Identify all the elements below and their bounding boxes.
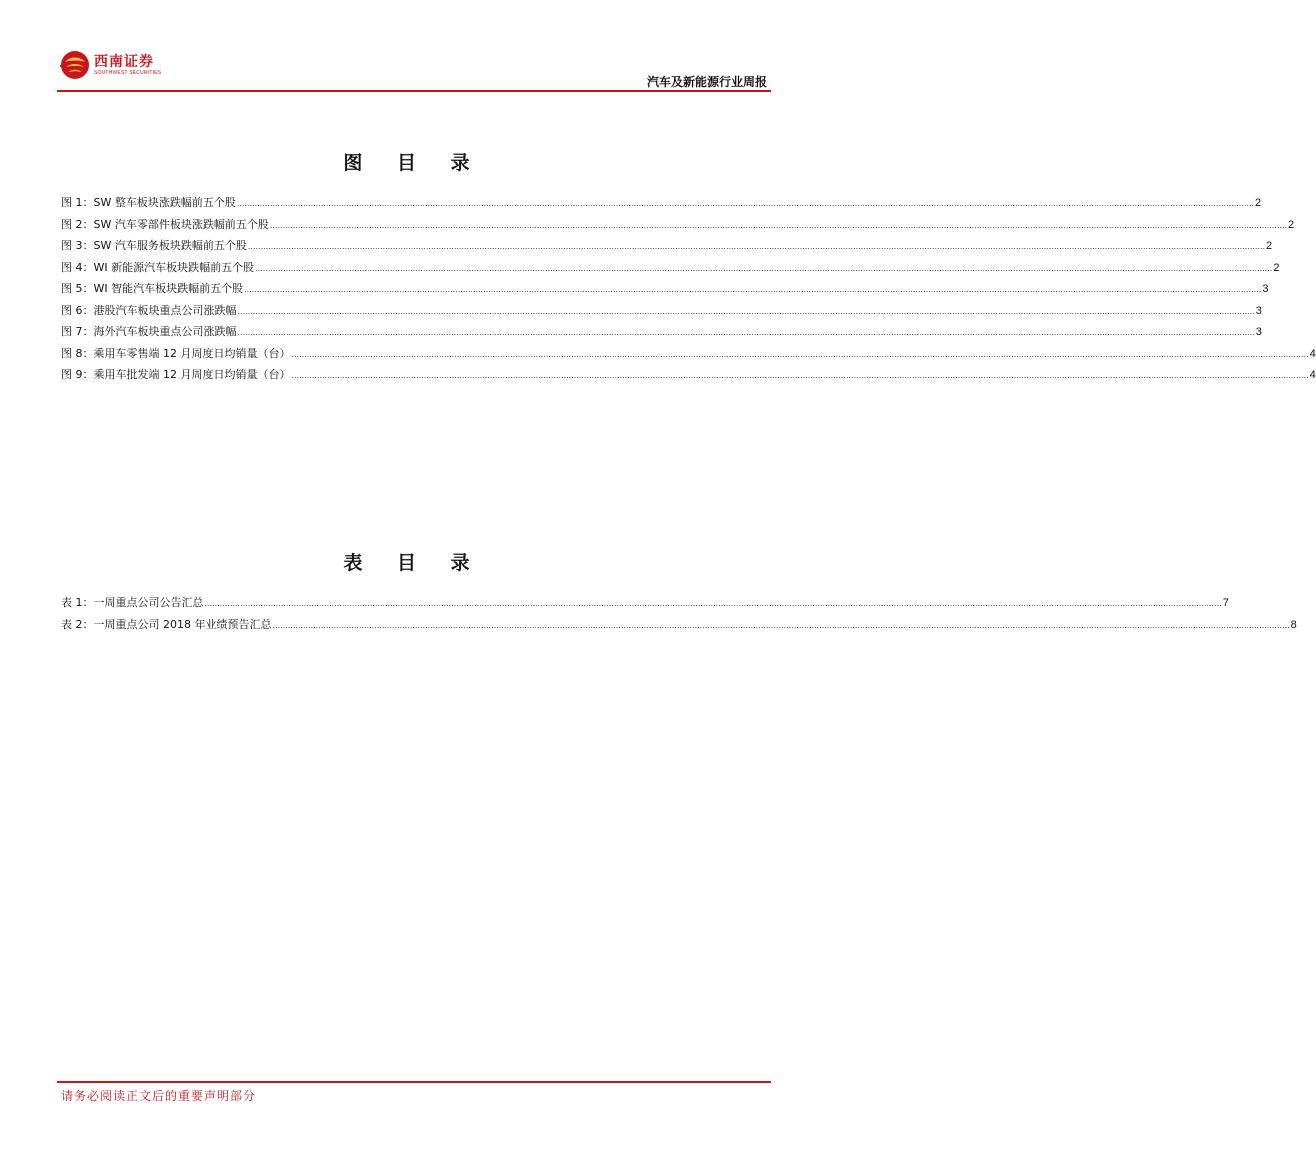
toc-entry-page: 7 — [1222, 597, 1229, 609]
logo-chinese-name: 西南证券 — [94, 53, 154, 70]
logo-english-name: SOUTHWEST SECURITIES — [94, 69, 162, 76]
table-list-title: 表 目 录 — [343, 552, 484, 574]
toc-entry-label: 图 9：乘用车批发端 12 月周度日均销量（台） — [61, 368, 291, 381]
toc-entry-page: 2 — [1266, 240, 1273, 252]
toc-entry-label: 图 3：SW 汽车服务板块跌幅前五个股 — [61, 239, 247, 252]
toc-entry-label: 表 1：一周重点公司公告汇总 — [61, 596, 204, 609]
page-header — [0, 0, 827, 96]
toc-entry[interactable] — [61, 214, 1295, 236]
toc-entry[interactable] — [61, 278, 1269, 300]
company-logo — [60, 50, 161, 80]
toc-entry-page: 8 — [1290, 618, 1297, 631]
toc-leader-dots: ................................................................................................................................................................................................................................................................................................................................................................................................................ — [237, 328, 1255, 337]
toc-entry-page: 3 — [1255, 326, 1262, 338]
header-divider — [57, 90, 771, 92]
toc-entry[interactable] — [61, 364, 1316, 386]
toc-leader-dots: ................................................................................................................................................................................................................................................................................................................................................................................................................ — [291, 371, 1309, 380]
toc-entry[interactable] — [61, 592, 1229, 614]
toc-entry-label: 图 2：SW 汽车零部件板块涨跌幅前五个股 — [61, 217, 269, 231]
toc-entry-label: 图 8：乘用车零售端 12 月周度日均销量（台） — [61, 346, 291, 360]
toc-leader-dots: ................................................................................................................................................................................................................................................................................................................................................................................................................ — [236, 199, 1255, 208]
toc-entry[interactable] — [61, 321, 1262, 343]
toc-entry-page: 3 — [1255, 304, 1262, 317]
toc-leader-dots: ................................................................................................................................................................................................................................................................................................................................................................................................................ — [291, 349, 1309, 359]
toc-leader-dots: ................................................................................................................................................................................................................................................................................................................................................................................................................ — [272, 620, 1290, 630]
toc-entry-page: 4 — [1309, 369, 1316, 381]
toc-entry[interactable] — [61, 235, 1273, 257]
toc-entry-page: 2 — [1288, 218, 1295, 231]
figure-list — [61, 192, 1316, 386]
toc-entry-label: 图 7：海外汽车板块重点公司涨跌幅 — [61, 325, 237, 338]
toc-leader-dots: ................................................................................................................................................................................................................................................................................................................................................................................................................ — [247, 242, 1266, 251]
toc-entry[interactable] — [61, 192, 1262, 214]
logo-mark-icon — [60, 50, 90, 80]
toc-entry[interactable] — [61, 257, 1280, 279]
toc-leader-dots: ................................................................................................................................................................................................................................................................................................................................................................................................................ — [244, 285, 1262, 294]
figure-list-title: 图 目 录 — [343, 152, 484, 174]
toc-leader-dots: ................................................................................................................................................................................................................................................................................................................................................................................................................ — [237, 306, 1255, 316]
toc-entry-label: 图 6：港股汽车板块重点公司涨跌幅 — [61, 303, 237, 317]
footer-divider — [57, 1081, 771, 1083]
toc-leader-dots: ................................................................................................................................................................................................................................................................................................................................................................................................................ — [269, 220, 1288, 230]
footer-notice: 请务必阅读正文后的重要声明部分 — [61, 1089, 257, 1103]
toc-entry[interactable] — [61, 300, 1262, 322]
toc-leader-dots: ................................................................................................................................................................................................................................................................................................................................................................................................................ — [204, 599, 1222, 608]
toc-entry[interactable] — [61, 614, 1297, 636]
toc-entry-page: 2 — [1273, 261, 1280, 274]
report-title: 汽车及新能源行业周报 — [646, 75, 767, 89]
toc-entry-label: 表 2：一周重点公司 2018 年业绩预告汇总 — [61, 617, 272, 631]
toc-entry-page: 2 — [1255, 197, 1262, 209]
toc-entry-label: 图 1：SW 整车板块涨跌幅前五个股 — [61, 196, 236, 209]
toc-entry[interactable] — [61, 343, 1316, 365]
toc-leader-dots: ................................................................................................................................................................................................................................................................................................................................................................................................................ — [255, 263, 1273, 273]
toc-entry-page: 3 — [1262, 283, 1269, 295]
toc-entry-page: 4 — [1309, 347, 1316, 360]
toc-entry-label: 图 4：WI 新能源汽车板块跌幅前五个股 — [61, 260, 255, 274]
table-list — [61, 592, 1297, 635]
toc-entry-label: 图 5：WI 智能汽车板块跌幅前五个股 — [61, 282, 244, 295]
